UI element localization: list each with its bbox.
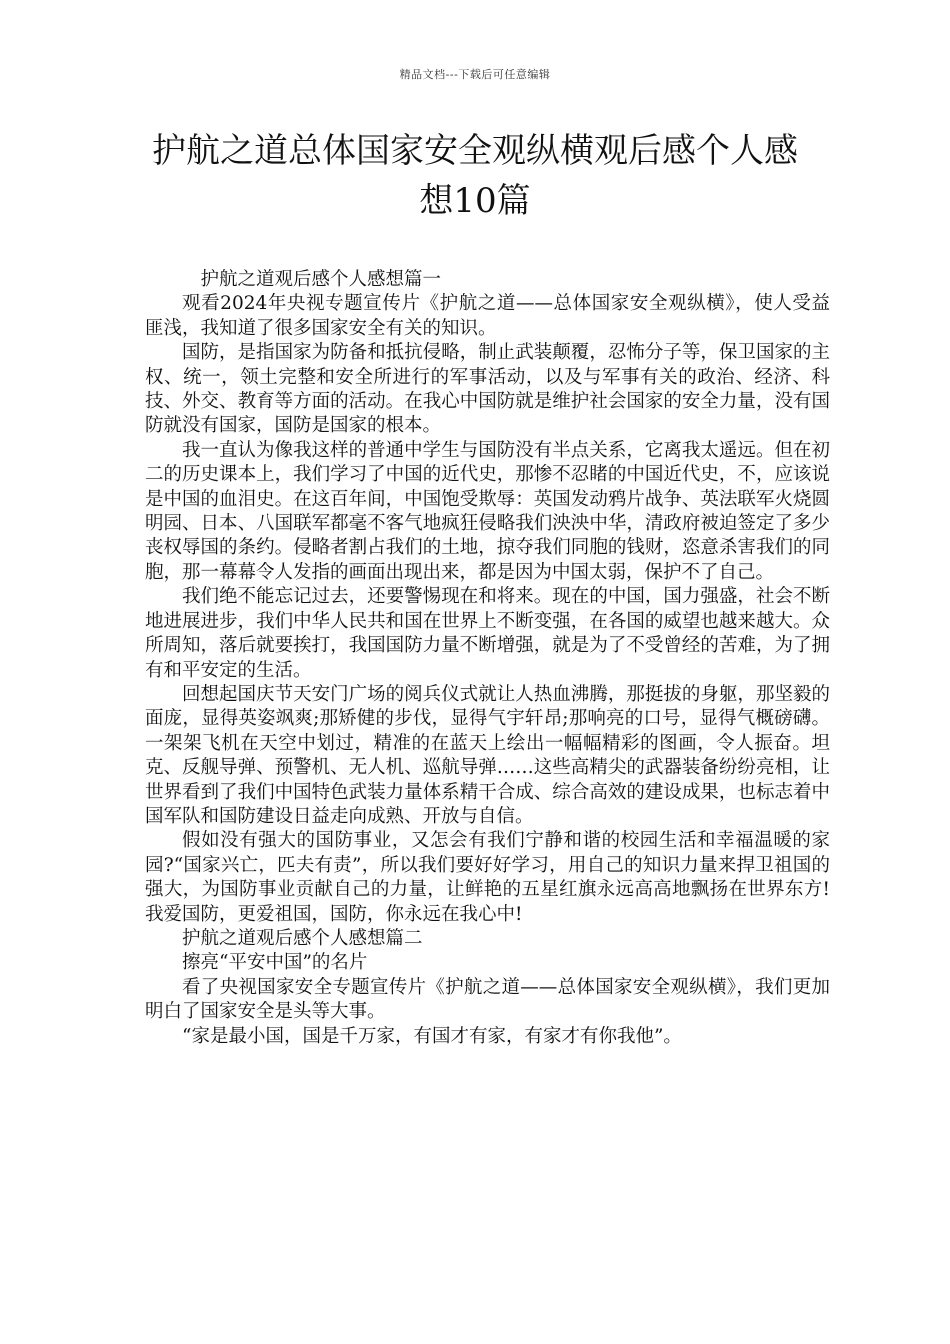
body-paragraph: 国防，是指国家为防备和抵抗侵略，制止武装颠覆，忍怖分子等，保卫国家的主权、统一，领土完整和安全所进行的军事活动，以及与军事有关的政治、经济、科技、外交、教育等方面的活动。在我心中国防就是维护社会国家的安全力量，没有国防就没有国家，国防是国家的根本。 xyxy=(145,342,830,437)
section-heading: 护航之道观后感个人感想篇二 xyxy=(182,927,423,949)
body-paragraph: 看了央视国家安全专题宣传片《护航之道——总体国家安全观纵横》，我们更加明白了国家安全是头等大事。 xyxy=(145,976,830,1023)
body-paragraph: “家是最小国，国是千万家，有国才有家，有家才有你我他”。 xyxy=(182,1025,682,1047)
body-paragraph: 假如没有强大的国防事业，又怎会有我们宁静和谐的校园生活和幸福温暖的家园?“国家兴亡，匹夫有责”，所以我们要好好学习，用自己的知识力量来捍卫祖国的强大，为国防事业贡献自己的力量，让鲜艳的五星红旗永远高高地飘扬在世界东方!我爱国防，更爱祖国，国防，你永远在我心中! xyxy=(145,830,830,925)
body-paragraph: 我一直认为像我这样的普通中学生与国防没有半点关系，它离我太遥远。但在初二的历史课本上，我们学习了中国的近代史，那惨不忍睹的中国近代史，不，应该说是中国的血泪史。在这百年间，中国饱受欺辱：英国发动鸦片战争、英法联军火烧圆明园、日本、八国联军都毫不客气地疯狂侵略我们泱泱中华，清政府被迫签定了多少丧权辱国的条约。侵略者割占我们的土地，掠夺我们同胞的钱财，恣意杀害我们的同胞，那一幕幕令人发指的画面出现出来，都是因为中国太弱，保护不了自己。 xyxy=(145,439,830,583)
body-paragraph: 我们绝不能忘记过去，还要警惕现在和将来。现在的中国，国力强盛，社会不断地进展进步，我们中华人民共和国在世界上不断变强，在各国的威望也越来越大。众所周知，落后就要挨打，我国国防力量不断增强，就是为了不受曾经的苦难，为了拥有和平安定的生活。 xyxy=(145,586,830,681)
document-body xyxy=(145,268,830,1049)
body-paragraph: 回想起国庆节天安门广场的阅兵仪式就让人热血沸腾，那挺拔的身躯，那坚毅的面庞，显得英姿飒爽;那矫健的步伐，显得气宇轩昂;那响亮的口号，显得气概磅礴。一架架飞机在天空中划过，精准的在蓝天上绘出一幅幅精彩的图画，令人振奋。坦克、反舰导弹、预警机、无人机、巡航导弹……这些高精尖的武器装备纷纷亮相，让世界看到了我们中国特色武装力量体系精干合成、综合高效的建设成果，也标志着中国军队和国防建设日益走向成熟、开放与自信。 xyxy=(145,683,830,827)
section-heading: 护航之道观后感个人感想篇一 xyxy=(200,269,442,290)
section-subtitle: 擦亮“平安中国”的名片 xyxy=(182,952,368,974)
document-title: 护航之道总体国家安全观纵横观后感个人感想10篇 xyxy=(152,131,798,221)
page-header-note: 精品文档---下载后可任意编辑 xyxy=(399,68,551,81)
body-paragraph: 观看2024年央视专题宣传片《护航之道——总体国家安全观纵横》，使人受益匪浅，我知道了很多国家安全有关的知识。 xyxy=(145,293,830,339)
